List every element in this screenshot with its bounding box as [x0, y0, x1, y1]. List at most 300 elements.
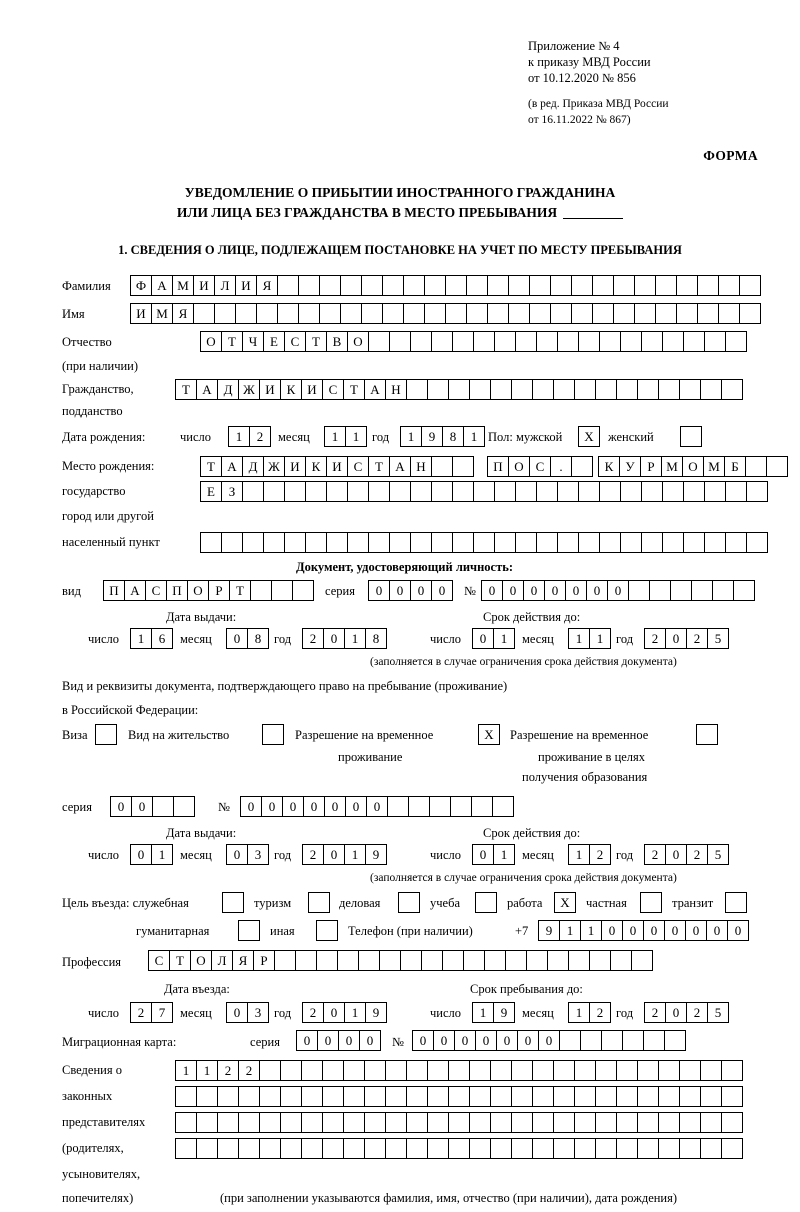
form-cell[interactable]: [427, 1060, 449, 1081]
form-cell[interactable]: Т: [221, 331, 243, 352]
form-cell[interactable]: [280, 1086, 302, 1107]
form-cell[interactable]: 0: [323, 628, 345, 649]
form-cell[interactable]: [679, 1138, 701, 1159]
form-cell[interactable]: Я: [172, 303, 194, 324]
name-input[interactable]: [130, 303, 760, 324]
migration-series-input[interactable]: [296, 1030, 380, 1051]
form-cell[interactable]: В: [326, 331, 348, 352]
form-cell[interactable]: [532, 1138, 554, 1159]
form-cell[interactable]: 0: [368, 580, 390, 601]
form-cell[interactable]: Ф: [130, 275, 152, 296]
form-cell[interactable]: 8: [365, 628, 387, 649]
permit-valid-day-input[interactable]: [472, 844, 514, 865]
form-cell[interactable]: И: [193, 275, 215, 296]
form-cell[interactable]: [553, 379, 575, 400]
form-cell[interactable]: [361, 303, 383, 324]
form-cell[interactable]: [511, 1086, 533, 1107]
form-cell[interactable]: 0: [324, 796, 346, 817]
form-cell[interactable]: Ж: [238, 379, 260, 400]
form-cell[interactable]: [406, 1086, 428, 1107]
form-cell[interactable]: [490, 1138, 512, 1159]
form-cell[interactable]: [547, 950, 569, 971]
form-cell[interactable]: [610, 950, 632, 971]
form-cell[interactable]: [589, 950, 611, 971]
form-cell[interactable]: 2: [589, 844, 611, 865]
form-cell[interactable]: М: [172, 275, 194, 296]
form-cell[interactable]: [305, 532, 327, 553]
form-cell[interactable]: 1: [580, 920, 602, 941]
form-cell[interactable]: 0: [282, 796, 304, 817]
form-cell[interactable]: 5: [707, 1002, 729, 1023]
form-cell[interactable]: [298, 303, 320, 324]
form-cell[interactable]: [490, 1112, 512, 1133]
form-cell[interactable]: 9: [365, 1002, 387, 1023]
form-cell[interactable]: [640, 892, 662, 913]
form-cell[interactable]: 1: [400, 426, 422, 447]
form-cell[interactable]: [574, 1086, 596, 1107]
form-cell[interactable]: [364, 1112, 386, 1133]
form-cell[interactable]: И: [130, 303, 152, 324]
form-cell[interactable]: Д: [242, 456, 264, 477]
form-cell[interactable]: [379, 950, 401, 971]
form-cell[interactable]: [655, 275, 677, 296]
form-cell[interactable]: Р: [208, 580, 230, 601]
form-cell[interactable]: [637, 1060, 659, 1081]
form-cell[interactable]: 0: [412, 1030, 434, 1051]
form-cell[interactable]: 2: [302, 628, 324, 649]
form-cell[interactable]: [387, 796, 409, 817]
form-cell[interactable]: [473, 532, 495, 553]
form-cell[interactable]: [429, 796, 451, 817]
form-cell[interactable]: 0: [622, 920, 644, 941]
form-cell[interactable]: [746, 481, 768, 502]
form-cell[interactable]: [475, 892, 497, 913]
form-cell[interactable]: [301, 1060, 323, 1081]
form-cell[interactable]: [410, 532, 432, 553]
form-cell[interactable]: [683, 532, 705, 553]
form-cell[interactable]: [175, 1138, 197, 1159]
form-cell[interactable]: [173, 796, 195, 817]
form-cell[interactable]: 8: [247, 628, 269, 649]
permit-number-input[interactable]: [240, 796, 513, 817]
form-cell[interactable]: [599, 481, 621, 502]
form-cell[interactable]: [616, 1086, 638, 1107]
form-cell[interactable]: [340, 303, 362, 324]
form-cell[interactable]: [637, 1112, 659, 1133]
form-cell[interactable]: 1: [493, 628, 515, 649]
form-cell[interactable]: [574, 1138, 596, 1159]
form-cell[interactable]: [471, 796, 493, 817]
permit-residence-checkbox[interactable]: [262, 724, 283, 745]
form-cell[interactable]: [280, 1060, 302, 1081]
form-cell[interactable]: 0: [433, 1030, 455, 1051]
form-cell[interactable]: [326, 481, 348, 502]
form-cell[interactable]: К: [598, 456, 620, 477]
form-cell[interactable]: [725, 331, 747, 352]
migration-number-input[interactable]: [412, 1030, 685, 1051]
form-cell[interactable]: Р: [253, 950, 275, 971]
form-cell[interactable]: 0: [226, 628, 248, 649]
form-cell[interactable]: 9: [365, 844, 387, 865]
form-cell[interactable]: Е: [200, 481, 222, 502]
form-cell[interactable]: [431, 532, 453, 553]
purpose-tourism-checkbox[interactable]: [308, 892, 329, 913]
form-cell[interactable]: [217, 1112, 239, 1133]
purpose-transit-checkbox[interactable]: [725, 892, 746, 913]
form-cell[interactable]: [571, 275, 593, 296]
form-cell[interactable]: [628, 580, 650, 601]
form-cell[interactable]: 0: [523, 580, 545, 601]
form-cell[interactable]: [515, 481, 537, 502]
identity-kind-input[interactable]: [103, 580, 313, 601]
form-cell[interactable]: [574, 1060, 596, 1081]
form-cell[interactable]: [721, 1060, 743, 1081]
form-cell[interactable]: [746, 532, 768, 553]
form-cell[interactable]: [620, 331, 642, 352]
form-cell[interactable]: [316, 950, 338, 971]
form-cell[interactable]: [662, 481, 684, 502]
form-cell[interactable]: [494, 532, 516, 553]
form-cell[interactable]: 1: [151, 844, 173, 865]
form-cell[interactable]: [408, 796, 430, 817]
form-cell[interactable]: [406, 1060, 428, 1081]
form-cell[interactable]: [400, 950, 422, 971]
form-cell[interactable]: [595, 379, 617, 400]
form-cell[interactable]: [280, 1112, 302, 1133]
form-cell[interactable]: 0: [665, 628, 687, 649]
form-cell[interactable]: С: [322, 379, 344, 400]
form-cell[interactable]: [427, 379, 449, 400]
form-cell[interactable]: [679, 379, 701, 400]
form-cell[interactable]: П: [166, 580, 188, 601]
identity-series-input[interactable]: [368, 580, 452, 601]
form-cell[interactable]: [431, 456, 453, 477]
representatives-row4-input[interactable]: [175, 1138, 742, 1159]
form-cell[interactable]: [242, 481, 264, 502]
form-cell[interactable]: [305, 481, 327, 502]
form-cell[interactable]: [385, 1112, 407, 1133]
form-cell[interactable]: [427, 1112, 449, 1133]
form-cell[interactable]: П: [103, 580, 125, 601]
form-cell[interactable]: 8: [442, 426, 464, 447]
form-cell[interactable]: [511, 1060, 533, 1081]
form-cell[interactable]: [613, 303, 635, 324]
form-cell[interactable]: [343, 1060, 365, 1081]
form-cell[interactable]: [238, 1086, 260, 1107]
form-cell[interactable]: [712, 580, 734, 601]
birth-year-input[interactable]: [400, 426, 484, 447]
form-cell[interactable]: [578, 532, 600, 553]
form-cell[interactable]: [326, 532, 348, 553]
form-cell[interactable]: 2: [644, 628, 666, 649]
form-cell[interactable]: Н: [410, 456, 432, 477]
form-cell[interactable]: Л: [211, 950, 233, 971]
citizenship-input[interactable]: [175, 379, 742, 400]
form-cell[interactable]: [448, 1060, 470, 1081]
form-cell[interactable]: 0: [481, 580, 503, 601]
form-cell[interactable]: 2: [130, 1002, 152, 1023]
form-cell[interactable]: [571, 303, 593, 324]
form-cell[interactable]: [622, 1030, 644, 1051]
form-cell[interactable]: 1: [493, 844, 515, 865]
form-cell[interactable]: З: [221, 481, 243, 502]
form-cell[interactable]: [550, 275, 572, 296]
form-cell[interactable]: [532, 379, 554, 400]
form-cell[interactable]: [679, 1060, 701, 1081]
form-cell[interactable]: [700, 1060, 722, 1081]
stay-month-input[interactable]: [568, 1002, 610, 1023]
form-cell[interactable]: [487, 303, 509, 324]
permit-valid-month-input[interactable]: [568, 844, 610, 865]
form-cell[interactable]: 3: [247, 844, 269, 865]
form-cell[interactable]: [683, 331, 705, 352]
form-cell[interactable]: [616, 1138, 638, 1159]
form-cell[interactable]: [515, 532, 537, 553]
form-cell[interactable]: 0: [544, 580, 566, 601]
form-cell[interactable]: 0: [538, 1030, 560, 1051]
form-cell[interactable]: [526, 950, 548, 971]
form-cell[interactable]: 1: [568, 844, 590, 865]
form-cell[interactable]: 0: [130, 844, 152, 865]
form-cell[interactable]: [511, 1112, 533, 1133]
form-cell[interactable]: О: [190, 950, 212, 971]
form-cell[interactable]: [641, 481, 663, 502]
form-cell[interactable]: [445, 275, 467, 296]
permit-issue-year-input[interactable]: [302, 844, 386, 865]
form-cell[interactable]: Т: [175, 379, 197, 400]
form-cell[interactable]: [319, 275, 341, 296]
entry-month-input[interactable]: [226, 1002, 268, 1023]
form-cell[interactable]: [347, 481, 369, 502]
form-cell[interactable]: 0: [131, 796, 153, 817]
form-cell[interactable]: А: [124, 580, 146, 601]
form-cell[interactable]: [250, 580, 272, 601]
form-cell[interactable]: [221, 532, 243, 553]
form-cell[interactable]: 0: [472, 628, 494, 649]
form-cell[interactable]: [469, 1086, 491, 1107]
form-cell[interactable]: [450, 796, 472, 817]
form-cell[interactable]: 0: [665, 844, 687, 865]
form-cell[interactable]: [599, 532, 621, 553]
form-cell[interactable]: [406, 1138, 428, 1159]
form-cell[interactable]: [680, 426, 702, 447]
form-cell[interactable]: [696, 724, 718, 745]
purpose-study-checkbox[interactable]: [475, 892, 496, 913]
birthplace-locality-type-input[interactable]: [487, 456, 592, 477]
form-cell[interactable]: 0: [323, 1002, 345, 1023]
form-cell[interactable]: 0: [685, 920, 707, 941]
form-cell[interactable]: [427, 1086, 449, 1107]
form-cell[interactable]: [592, 275, 614, 296]
form-cell[interactable]: [410, 331, 432, 352]
form-cell[interactable]: [322, 1060, 344, 1081]
form-cell[interactable]: 1: [196, 1060, 218, 1081]
form-cell[interactable]: [424, 303, 446, 324]
form-cell[interactable]: 2: [644, 844, 666, 865]
form-cell[interactable]: 0: [454, 1030, 476, 1051]
form-cell[interactable]: [473, 481, 495, 502]
form-cell[interactable]: 1: [589, 628, 611, 649]
form-cell[interactable]: [616, 379, 638, 400]
form-cell[interactable]: [469, 379, 491, 400]
form-cell[interactable]: [322, 1086, 344, 1107]
form-cell[interactable]: [557, 331, 579, 352]
form-cell[interactable]: 2: [302, 844, 324, 865]
form-cell[interactable]: [658, 1112, 680, 1133]
form-cell[interactable]: [637, 1086, 659, 1107]
form-cell[interactable]: 0: [226, 1002, 248, 1023]
form-cell[interactable]: [292, 580, 314, 601]
form-cell[interactable]: 5: [707, 844, 729, 865]
form-cell[interactable]: У: [619, 456, 641, 477]
form-cell[interactable]: [235, 303, 257, 324]
form-cell[interactable]: [424, 275, 446, 296]
form-cell[interactable]: 2: [686, 844, 708, 865]
form-cell[interactable]: [343, 1086, 365, 1107]
form-cell[interactable]: 2: [217, 1060, 239, 1081]
identity-issue-day-input[interactable]: [130, 628, 172, 649]
form-cell[interactable]: 0: [345, 796, 367, 817]
form-cell[interactable]: [403, 275, 425, 296]
form-cell[interactable]: 1: [344, 628, 366, 649]
form-cell[interactable]: 1: [472, 1002, 494, 1023]
stay-day-input[interactable]: [472, 1002, 514, 1023]
form-cell[interactable]: 0: [502, 580, 524, 601]
form-cell[interactable]: [284, 481, 306, 502]
form-cell[interactable]: С: [284, 331, 306, 352]
form-cell[interactable]: [550, 303, 572, 324]
form-cell[interactable]: [301, 1086, 323, 1107]
form-cell[interactable]: [532, 1112, 554, 1133]
form-cell[interactable]: [469, 1112, 491, 1133]
form-cell[interactable]: [214, 303, 236, 324]
form-cell[interactable]: О: [187, 580, 209, 601]
form-cell[interactable]: 7: [151, 1002, 173, 1023]
birthplace-locality-input[interactable]: [598, 456, 787, 477]
form-cell[interactable]: 0: [665, 1002, 687, 1023]
form-cell[interactable]: [403, 303, 425, 324]
birthplace-row3-input[interactable]: [200, 532, 767, 553]
form-cell[interactable]: 1: [568, 1002, 590, 1023]
form-cell[interactable]: [676, 275, 698, 296]
form-cell[interactable]: [637, 1138, 659, 1159]
form-cell[interactable]: [578, 481, 600, 502]
form-cell[interactable]: [442, 950, 464, 971]
form-cell[interactable]: [662, 532, 684, 553]
form-cell[interactable]: 0: [261, 796, 283, 817]
form-cell[interactable]: [431, 481, 453, 502]
form-cell[interactable]: 0: [586, 580, 608, 601]
form-cell[interactable]: [398, 892, 420, 913]
form-cell[interactable]: [466, 275, 488, 296]
form-cell[interactable]: [641, 331, 663, 352]
form-cell[interactable]: [347, 532, 369, 553]
form-cell[interactable]: [529, 275, 551, 296]
form-cell[interactable]: [595, 1112, 617, 1133]
form-cell[interactable]: И: [301, 379, 323, 400]
form-cell[interactable]: 2: [686, 1002, 708, 1023]
form-cell[interactable]: [704, 481, 726, 502]
form-cell[interactable]: М: [151, 303, 173, 324]
form-cell[interactable]: [704, 331, 726, 352]
form-cell[interactable]: Т: [229, 580, 251, 601]
form-cell[interactable]: [559, 1030, 581, 1051]
form-cell[interactable]: [718, 303, 740, 324]
patronymic-input[interactable]: [200, 331, 746, 352]
form-cell[interactable]: С: [529, 456, 551, 477]
form-cell[interactable]: [368, 532, 390, 553]
birth-month-input[interactable]: [324, 426, 366, 447]
form-cell[interactable]: [568, 950, 590, 971]
form-cell[interactable]: 0: [389, 580, 411, 601]
form-cell[interactable]: [448, 379, 470, 400]
form-cell[interactable]: [595, 1138, 617, 1159]
form-cell[interactable]: [410, 481, 432, 502]
permit-valid-year-input[interactable]: [644, 844, 728, 865]
form-cell[interactable]: 9: [493, 1002, 515, 1023]
form-cell[interactable]: [406, 1112, 428, 1133]
form-cell[interactable]: [262, 724, 284, 745]
form-cell[interactable]: [574, 379, 596, 400]
purpose-private-checkbox[interactable]: [640, 892, 661, 913]
form-cell[interactable]: [697, 303, 719, 324]
form-cell[interactable]: [385, 1060, 407, 1081]
form-cell[interactable]: [634, 303, 656, 324]
form-cell[interactable]: [364, 1086, 386, 1107]
form-cell[interactable]: О: [508, 456, 530, 477]
form-cell[interactable]: [592, 303, 614, 324]
form-cell[interactable]: [637, 379, 659, 400]
form-cell[interactable]: [595, 1086, 617, 1107]
form-cell[interactable]: [431, 331, 453, 352]
entry-year-input[interactable]: [302, 1002, 386, 1023]
form-cell[interactable]: [631, 950, 653, 971]
form-cell[interactable]: [494, 481, 516, 502]
form-cell[interactable]: [649, 580, 671, 601]
form-cell[interactable]: О: [200, 331, 222, 352]
form-cell[interactable]: [448, 1112, 470, 1133]
form-cell[interactable]: [700, 379, 722, 400]
form-cell[interactable]: [271, 580, 293, 601]
form-cell[interactable]: [721, 379, 743, 400]
form-cell[interactable]: [508, 303, 530, 324]
form-cell[interactable]: Н: [385, 379, 407, 400]
form-cell[interactable]: Ч: [242, 331, 264, 352]
form-cell[interactable]: [448, 1138, 470, 1159]
form-cell[interactable]: С: [347, 456, 369, 477]
form-cell[interactable]: И: [259, 379, 281, 400]
form-cell[interactable]: Д: [217, 379, 239, 400]
form-cell[interactable]: [298, 275, 320, 296]
form-cell[interactable]: 9: [538, 920, 560, 941]
form-cell[interactable]: [343, 1112, 365, 1133]
representatives-row1-input[interactable]: [175, 1060, 742, 1081]
form-cell[interactable]: [274, 950, 296, 971]
form-cell[interactable]: [557, 532, 579, 553]
form-cell[interactable]: [280, 1138, 302, 1159]
form-cell[interactable]: [263, 532, 285, 553]
form-cell[interactable]: [574, 1112, 596, 1133]
form-cell[interactable]: [368, 481, 390, 502]
form-cell[interactable]: 2: [249, 426, 271, 447]
form-cell[interactable]: [242, 532, 264, 553]
form-cell[interactable]: [389, 331, 411, 352]
form-cell[interactable]: X: [578, 426, 600, 447]
form-cell[interactable]: [452, 456, 474, 477]
form-cell[interactable]: Т: [169, 950, 191, 971]
form-cell[interactable]: 0: [338, 1030, 360, 1051]
form-cell[interactable]: [511, 1138, 533, 1159]
